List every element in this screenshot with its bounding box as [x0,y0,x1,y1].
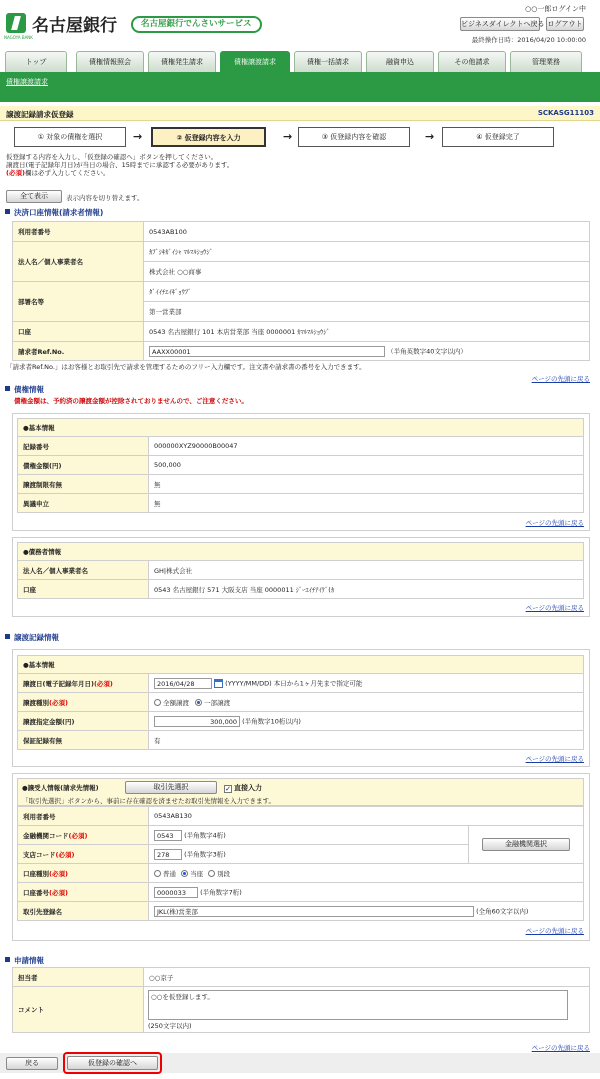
radio-partial-transfer[interactable] [195,699,202,706]
step-4: ④ 仮登録完了 [442,127,554,147]
table-row [13,968,590,987]
subnav-bar [0,74,600,102]
label-assignee-user: 利用者番号 [18,807,149,826]
label-account-type [18,864,149,883]
select-partner-button[interactable]: 取引先選択 [125,781,217,794]
date-hint: (YYYY/MM/DD) 本日から1ヶ月先まで指定可能 [225,679,363,687]
table-row [18,712,584,731]
table-row [18,419,584,437]
cell-text: 別段 [217,869,231,878]
table-row [13,322,590,342]
tab-admin[interactable]: 管理業務 [510,51,582,72]
table-row [18,580,584,599]
table-row [18,883,584,902]
table-row [18,674,584,693]
table-cell [149,845,469,864]
step-arrow-icon: → [133,130,143,143]
bank-logo [6,13,26,33]
transfer-basic-head: ●基本情報 [18,656,584,674]
select-bank-button[interactable]: 金融機関選択 [482,838,570,851]
account-no-input[interactable]: 0000033 [154,887,198,898]
label-transfer-kind [18,693,149,712]
table-cell [149,693,584,712]
value-corp-kana: ｶﾌﾞｼｷｶﾞｲｼｬ ﾏﾙﾏﾙｼｮｳｼﾞ [144,242,590,262]
bank-name: 名古屋銀行 [32,16,117,36]
step-2: ② 仮登録内容を入力 [151,127,266,147]
table-cell [149,902,584,921]
confirm-button[interactable]: 仮登録の確認へ [67,1056,158,1070]
label-transfer-amount: 譲渡指定金額(円) [18,712,149,731]
value-user-no: 0543AB100 [144,222,590,242]
table-row [18,807,584,826]
label-guarantee: 保証記録有無 [18,731,149,750]
value-debtor-account: 0543 名古屋銀行 571 大阪支店 当座 0000011 ｼﾞｰｴｲﾁｱｲｹﾞ(ｶ [149,580,584,599]
comment-textarea[interactable]: ○○を仮登録します。 [148,990,568,1020]
instructions [6,153,233,177]
instruction-line-2: 譲渡日(電子記録年月日)が当日の場合、15時までに承認する必要があります。 [6,161,234,169]
subnav-transfer-link[interactable]: 債権譲渡請求 [6,78,48,86]
back-to-top-link[interactable]: ページの先頭に戻る [531,1044,590,1052]
table-row [18,864,584,883]
label-branch-code [18,845,149,864]
branch-code-input[interactable]: 278 [154,849,182,860]
value-corp-name: 株式会社 ○○商事 [144,262,590,282]
label-account: 口座 [13,322,144,342]
label-partner-name: 取引先登録名 [18,902,149,921]
tab-inquiry[interactable]: 債権情報照会 [76,51,144,72]
value-dept-kana: ﾀﾞｲｲﾁｴｲｷﾞｮｳﾌﾞ [144,282,590,302]
label-debt-amount: 債権金額(円) [18,456,149,475]
logout-button[interactable]: ログアウト [546,17,584,31]
label-transfer-date [18,674,149,693]
table-cell [144,342,590,361]
step-arrow-icon: → [283,130,293,143]
cell-text: 口座種別 [23,869,49,878]
value-dept: 第一営業部 [144,302,590,322]
last-operation: 最終操作日時：2016/04/20 10:00:00 [471,36,586,44]
show-all-desc: 表示内容を切り替えます。 [66,194,144,202]
cell-text: (必須) [55,850,75,859]
cell-text: (必須) [49,698,68,707]
table-row [18,456,584,475]
cell-text: 当座 [190,869,204,878]
label-comment: コメント [13,987,144,1033]
label-ref-no: 請求者Ref.No. [13,342,144,361]
cell-text: 口座番号 [23,888,49,897]
show-all-button[interactable]: 全て表示 [6,190,62,203]
label-debtor-name: 法人名／個人事業者名 [18,561,149,580]
label-person: 担当者 [13,968,144,987]
bank-sub: NAGOYA BANK [4,35,33,40]
label-record-no: 記録番号 [18,437,149,456]
radio-special[interactable] [208,870,215,877]
cell-text: (必須) [49,888,68,897]
table-row [18,561,584,580]
service-name: 名古屋銀行でんさいサービス [131,16,262,33]
table-row [18,826,584,845]
table-row [13,242,590,262]
step-arrow-icon: → [425,130,435,143]
table-row [18,656,584,674]
cell-text: (必須) [49,869,68,878]
ref-no-hint: （半角英数字40文字以内） [387,347,467,355]
login-user: ○○一郎ログイン中 [525,5,586,13]
radio-current[interactable] [181,870,188,877]
cell-text: (必須) [68,831,88,840]
cell-text: (半角数字3桁) [184,850,226,858]
table-row [18,475,584,494]
table-cell [149,674,584,693]
tab-other[interactable]: その他請求 [438,51,506,72]
debt-warning: 債権金額は、予約済の譲渡金額が控除されておりませんので、ご注意ください。 [14,397,248,405]
cell-text: 金融機関コード [23,831,69,840]
label-account-no [18,883,149,902]
tab-top[interactable]: トップ [5,51,67,72]
transfer-basic-table [17,655,584,750]
label-objection: 異議申立 [18,494,149,513]
cell-text: (全角60文字以内) [476,907,529,915]
instruction-line-1: 仮登録する内容を入力し、「仮登録の確認へ」ボタンを押してください。 [6,153,218,161]
bizdirect-button[interactable]: ビジネスダイレクトへ戻る [460,17,540,31]
assignee-table [17,806,584,921]
debtor-table [17,542,584,599]
table-row [13,282,590,302]
cell-text: (半角数字7桁) [200,888,242,896]
table-row [18,902,584,921]
table-row [18,693,584,712]
table-cell [149,883,584,902]
value-objection: 無 [149,494,584,513]
table-row [18,437,584,456]
section-settlement: 決済口座情報(請求者情報) [5,207,103,218]
table-cell [149,712,584,731]
table-row [18,731,584,750]
cell-text: 譲渡日(電子記録年月日) [23,679,94,688]
label-transfer-limit: 譲渡制限有無 [18,475,149,494]
checkbox-icon: ✓ [225,785,231,793]
transfer-date-input[interactable]: 2016/04/28 [154,678,212,689]
calendar-icon[interactable] [214,679,223,688]
value-guarantee: 有 [149,731,584,750]
table-cell [149,826,469,845]
label-dept: 部署名等 [13,282,144,322]
title-bar [0,106,600,121]
tab-issue[interactable]: 債権発生請求 [148,51,216,72]
label-bank-code [18,826,149,845]
settlement-table [12,221,590,361]
debt-basic-head: ●基本情報 [18,419,584,437]
section-debt: 債権情報 [5,384,44,395]
radio-all-transfer[interactable] [154,699,161,706]
value-person: ○○京子 [144,968,590,987]
application-table [12,967,590,1033]
value-record-no: 000000XYZ90000B00047 [149,437,584,456]
value-assignee-user: 0543AB130 [149,807,584,826]
tab-transfer[interactable]: 債権譲渡請求 [220,51,290,72]
debtor-head: ●債務者情報 [18,543,584,561]
assignee-desc: 「取引先選択」ボタンから、事前に存在確認を済ませたお取引先情報を入力できます。 [22,797,275,805]
label-user-no: 利用者番号 [13,222,144,242]
cell-text: 支店コード [23,850,56,859]
table-row [13,342,590,361]
required-mark: (必須) [6,169,25,177]
assignee-head: ●譲受人情報(請求先情報) [22,784,99,792]
page-title: 譲渡記録請求仮登録 [6,110,74,119]
radio-ordinary[interactable] [154,870,161,877]
table-cell [469,826,584,864]
debt-basic-table [17,418,584,513]
back-to-top-link[interactable]: ページの先頭に戻る [525,927,584,935]
table-row [18,494,584,513]
value-debtor-name: GH|株式会社 [149,561,584,580]
tab-loan[interactable]: 融資申込 [366,51,434,72]
step-3: ③ 仮登録内容を確認 [298,127,410,147]
screen-code: SCKASG11103 [537,109,594,117]
instruction-line-3: (必須)欄は必ず入力してください。 [6,169,110,177]
transfer-amount-input[interactable]: 300,000 [154,716,240,727]
cell-text: 普通 [163,869,176,878]
comment-hint: (250文字以内) [148,1021,192,1030]
section-transfer: 譲渡記録情報 [5,632,59,643]
label-debtor-account: 口座 [18,580,149,599]
value-transfer-limit: 無 [149,475,584,494]
cell-text: (半角数字4桁) [184,831,226,839]
partner-name-input[interactable]: JKL(株)営業部 [154,906,474,917]
cell-text: 譲渡種別 [23,698,49,707]
direct-input-check[interactable]: ✓ 直接入力 [225,784,262,793]
cell-text: (半角数字10桁以内) [242,717,301,725]
table-row [13,222,590,242]
table-row [13,987,590,1033]
label-corp-name: 法人名／個人事業者名 [13,242,144,282]
back-to-top-link[interactable]: ページの先頭に戻る [531,375,590,383]
back-to-top-link[interactable]: ページの先頭に戻る [525,755,584,763]
back-to-top-link[interactable]: ページの先頭に戻る [525,519,584,527]
cell-text: 全額譲渡 [163,698,189,707]
step-1: ① 対象の債権を選択 [14,127,126,147]
table-cell [144,987,590,1033]
back-button[interactable]: 戻る [6,1057,58,1070]
tab-bulk[interactable]: 債権一括請求 [294,51,362,72]
cell-text: (必須) [93,679,113,688]
value-debt-amount: 500,000 [149,456,584,475]
ref-no-input[interactable]: AAXX00001 [149,346,385,357]
ref-note: 「請求者Ref.No.」はお客様とお取引先で請求を管理するためのフリー入力欄です。注文書や請求書の番号を入力できます。 [6,363,366,371]
value-account: 0543 名古屋銀行 101 本店営業部 当座 0000001 ｶﾏﾙﾏﾙｼｮｳｼﾞ [144,322,590,342]
table-row [18,543,584,561]
bank-code-input[interactable]: 0543 [154,830,182,841]
table-cell [149,864,584,883]
back-to-top-link[interactable]: ページの先頭に戻る [525,604,584,612]
section-application: 申請情報 [5,955,44,966]
cell-text: 一部譲渡 [204,698,231,707]
